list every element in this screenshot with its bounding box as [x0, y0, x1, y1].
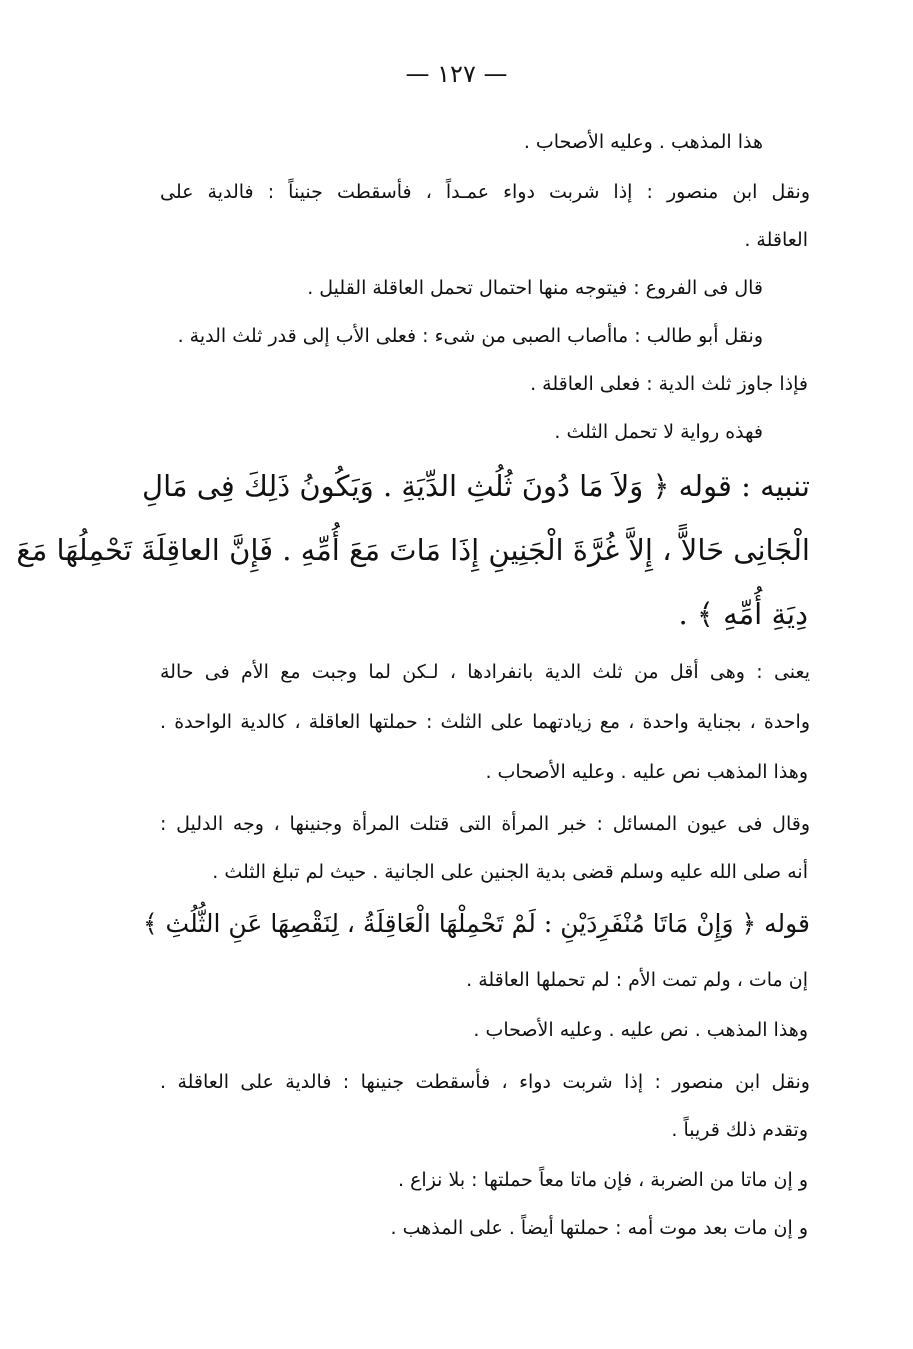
text-line-9: واحدة ، بجناية واحدة ، مع زيادتهما على الثلث : حملتها العاقلة ، كالدية الواحدة .	[160, 711, 810, 733]
text-line-3: العاقلة .	[744, 229, 808, 251]
text-line-1: هذا المذهب . وعليه الأصحاب .	[523, 131, 763, 153]
text-line-7: فهذه رواية لا تحمل الثلث .	[554, 421, 763, 443]
quran-verse-line-2: الْجَانِى حَالاًّ ، إِلاَّ غُرَّةَ الْجَنِينِ إِذَا مَاتَ مَعَ أُمِّهِ . فَإِنَّ العاقِلَةَ تَحْمِلُهَا مَعَ	[16, 533, 810, 567]
text-line-12: أنه صلى الله عليه وسلم قضى بدية الجنين على الجانية . حيث لم تبلغ الثلث .	[212, 861, 808, 883]
text-line-18: و إن مات بعد موت أمه : حملتها أيضاً . على المذهب .	[390, 1217, 808, 1239]
text-line-8: يعنى : وهى أقل من ثلث الدية بانفرادها ، لـكن لما وجبت مع الأم فى حالة	[160, 661, 810, 683]
quran-verse-line-1: تنبيه : قوله ﴿ وَلاَ مَا دُونَ ثُلُثِ الدِّيَةِ . وَيَكُونُ ذَلِكَ فِى مَالِ	[142, 469, 810, 503]
text-line-13: إن مات ، ولم تمت الأم : لم تحملها العاقلة .	[466, 969, 808, 991]
text-line-2: ونقل ابن منصور : إذا شربت دواء عمـداً ، فأسقطت جنيناً : فالدية على	[160, 181, 810, 203]
text-line-15: ونقل ابن منصور : إذا شربت دواء ، فأسقطت جنينها : فالدية على العاقلة .	[160, 1071, 810, 1093]
text-line-10: وهذا المذهب نص عليه . وعليه الأصحاب .	[485, 761, 808, 783]
page-number: — ١٢٧ —	[405, 60, 508, 88]
text-line-17: و إن ماتا من الضربة ، فإن ماتا معاً حملتها : بلا نزاع .	[398, 1169, 808, 1191]
text-line-6: فإذا جاوز ثلث الدية : فعلى العاقلة .	[530, 373, 808, 395]
text-line-5: ونقل أبو طالب : ماأصاب الصبى من شىء : فعلى الأب إلى قدر ثلث الدية .	[177, 325, 763, 347]
quran-verse-line-4: قوله ﴿ وَإِنْ مَاتَا مُنْفَرِدَيْنِ : لَمْ تَحْمِلْهَا الْعَاقِلَةُ ، لِنَقْصِهَا عَنِ الثُّلُثِ ﴾	[142, 909, 810, 938]
quran-verse-line-3: دِيَةِ أُمِّهِ ﴾ .	[678, 597, 808, 631]
text-line-4: قال فى الفروع : فيتوجه منها احتمال تحمل العاقلة القليل .	[307, 277, 763, 299]
text-line-11: وقال فى عيون المسائل : خبر المرأة التى قتلت المرأة وجنينها ، وجه الدليل :	[160, 813, 810, 835]
text-line-14: وهذا المذهب . نص عليه . وعليه الأصحاب .	[473, 1019, 808, 1041]
text-line-16: وتقدم ذلك قريباً .	[671, 1119, 808, 1141]
